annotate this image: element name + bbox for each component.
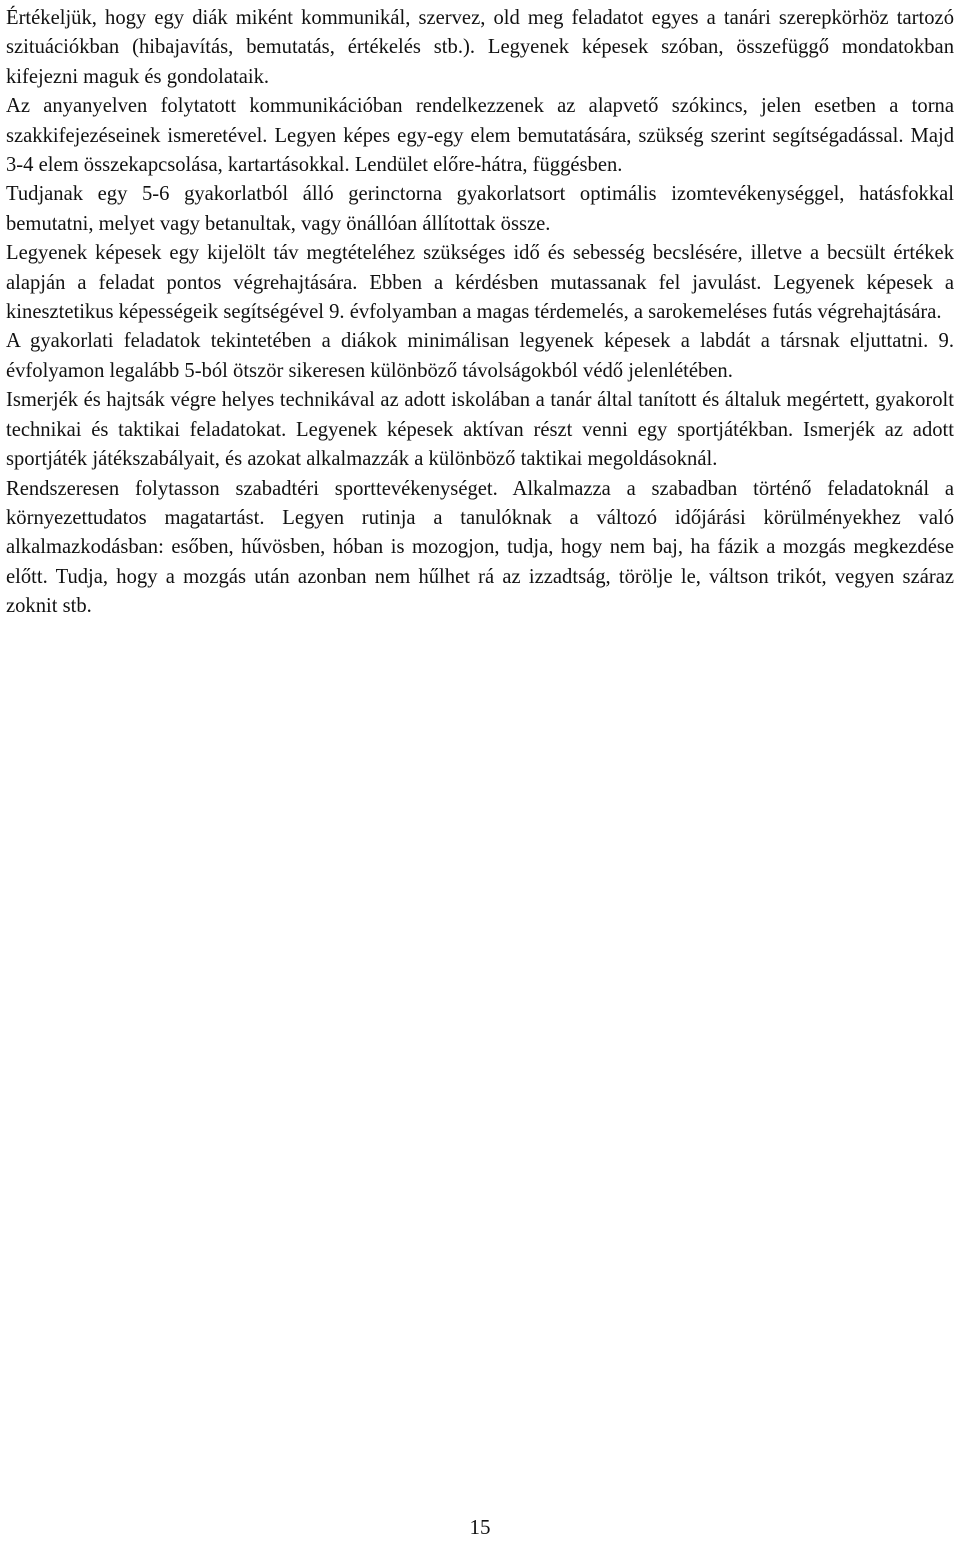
paragraph-distance-speed: Legyenek képesek egy kijelölt táv megtételéhez szükséges idő és sebesség becslésére, illetve a becsült értékek alapján a feladat pontos végrehajtására. Ebben a kérdésben mutassanak fel javulást. Legyenek képesek a kinesztetikus képességeik segítségével 9. évfolyamban a magas térdemelés, a sarokemeléses futás végrehajtására. — [6, 242, 954, 324]
paragraph-ball-passing: A gyakorlati feladatok tekintetében a diákok minimálisan legyenek képesek a labdát a társnak eljuttatni. 9. évfolyamon legalább 5-ból ötször sikeresen különböző távolságokból védő jelenlétében. — [6, 330, 954, 382]
paragraph-communication: Az anyanyelven folytatott kommunikációban rendelkezzenek az alapvető szókincs, jelen esetben a torna szakkifejezéseinek ismeretével. Legyen képes egy-egy elem bemutatására, szükség szerint segítségadással. Majd 3-4 elem összekapcsolása, kartartásokkal. Lendület előre-hátra, függésben. — [6, 95, 954, 177]
paragraph-assessment: Értékeljük, hogy egy diák miként kommunikál, szervez, old meg feladatot egyes a tanári szerepkörhöz tartozó szituációkban (hibajavítás, bemutatás, értékelés stb.). Legyenek képesek szóban, összefüggő mondatokban kifejezni maguk és gondolataik. — [6, 7, 954, 88]
paragraph-spine-exercises: Tudjanak egy 5-6 gyakorlatból álló gerinctorna gyakorlatsort optimális izomtevékenységgel, hatásfokkal bemutatni, melyet vagy betanultak, vagy önállóan állítottak össze. — [6, 183, 954, 235]
page-number: 15 — [469, 1515, 491, 1539]
paragraph-outdoor-activity: Rendszeresen folytasson szabadtéri sporttevékenységet. Alkalmazza a szabadban történő feladatoknál a környezettudatos magatartást. Legyen rutinja a tanulóknak a változó időjárási körülményekhez való alkalmazkodásban: esőben, hűvösben, hóban is mozogjon, tudja, hogy nem baj, ha fázik a mozgás megkezdése előtt. Tudja, hogy a mozgás után azonban nem hűlhet rá az izzadtság, törölje le, váltson trikót, vegyen száraz zoknit stb. — [6, 477, 954, 618]
document-body — [6, 4, 954, 622]
paragraph-sport-games: Ismerjék és hajtsák végre helyes technikával az adott iskolában a tanár által tanított és általuk megértett, gyakorolt technikai és taktikai feladatokat. Legyenek képesek aktívan részt venni egy sportjátékban. Ismerjék az adott sportjáték játékszabályait, és azokat alkalmazzák a különböző taktikai megoldásoknál. — [6, 389, 954, 471]
